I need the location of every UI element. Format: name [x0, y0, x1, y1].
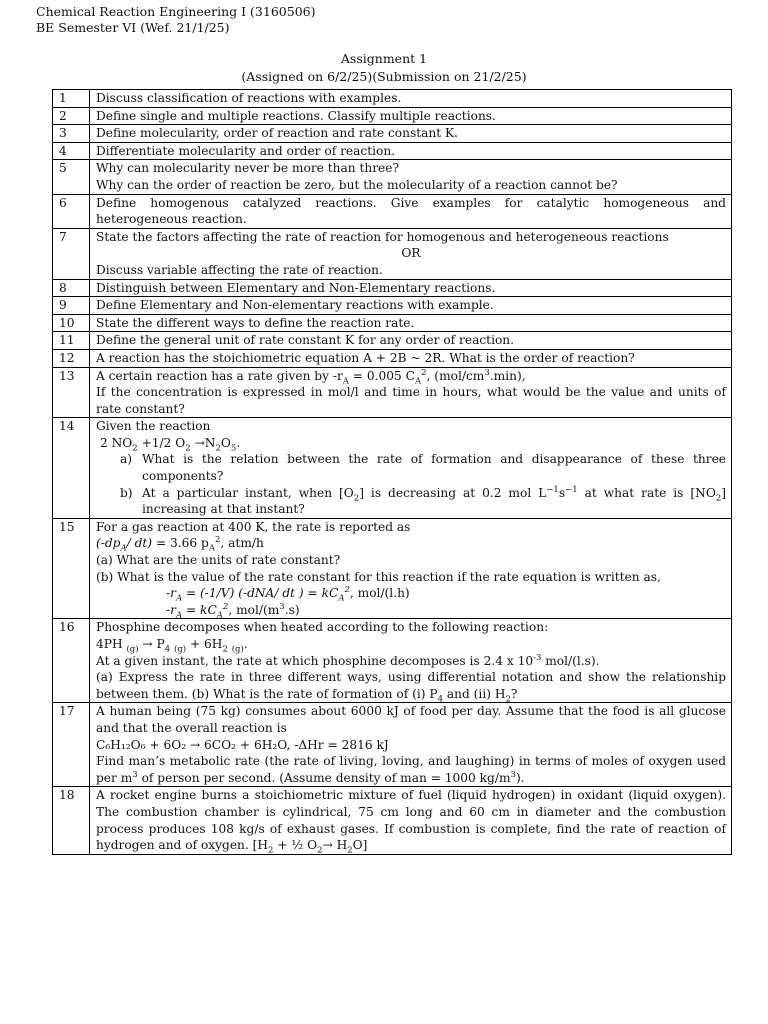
text-run: 4PH — [96, 637, 123, 651]
question-line: If the concentration is expressed in mol/l and time in hours, what would be the value and units of rate constant? — [96, 385, 726, 416]
subscript: 4 — [437, 694, 443, 705]
table-row — [53, 90, 732, 108]
or-separator: OR — [401, 246, 421, 261]
question-text: Define homogenous catalyzed reactions. Give examples for catalytic homogeneous and heterogeneous reaction. — [90, 194, 732, 228]
text-run: = 3.66 p — [152, 536, 209, 551]
question-number: 12 — [53, 349, 90, 367]
question-line: (b) What is the value of the rate constant for this reaction if the rate equation is written as, — [96, 569, 661, 584]
table-row — [53, 418, 732, 519]
text-run: mol/(l.s). — [541, 653, 600, 668]
subscript: (g) — [231, 644, 244, 655]
table-row — [53, 142, 732, 160]
question-line — [96, 753, 726, 786]
text-run: A certain reaction has a rate given by -r — [96, 368, 343, 383]
superscript: 3 — [132, 769, 138, 780]
question-line — [96, 669, 726, 705]
question-number: 10 — [53, 314, 90, 332]
question-text: Define the general unit of rate constant K for any order of reaction. — [90, 332, 732, 350]
question-text — [90, 703, 732, 787]
text-run: s — [558, 485, 566, 500]
question-number: 17 — [53, 703, 90, 787]
superscript: -3 — [533, 652, 542, 663]
text-run: = kC — [182, 602, 217, 617]
text-run: , mol/(l.h) — [349, 586, 410, 601]
question-text — [90, 787, 732, 854]
superscript: 2 — [214, 535, 221, 546]
list-label: b) — [120, 485, 133, 500]
question-line: Given the reaction — [96, 419, 211, 434]
assignment-dates: (Assigned on 6/2/25)(Submission on 21/2/25) — [241, 69, 527, 84]
question-text: Define Elementary and Non-elementary reactions with example. — [90, 297, 732, 315]
superscript: 3 — [484, 367, 490, 378]
text-run: = (-1/V) (-dNA/ dt ) = kC — [182, 586, 339, 601]
subscript: 2 — [505, 694, 511, 705]
table-row — [53, 518, 732, 619]
question-number: 2 — [53, 107, 90, 125]
table-row — [53, 367, 732, 418]
question-text — [90, 228, 732, 279]
text-run: of person per second. (Assume density of man = 1000 kg/m — [137, 770, 511, 785]
table-row — [53, 703, 732, 787]
subscript: A — [338, 593, 345, 604]
subscript: 2 — [317, 845, 323, 856]
question-text: Distinguish between Elementary and Non-Elementary reactions. — [90, 279, 732, 297]
text-run: ). — [515, 770, 525, 785]
table-row — [53, 349, 732, 367]
rate-expression — [96, 535, 726, 552]
subscript: A — [415, 375, 422, 386]
text-run: / dt) — [126, 536, 153, 551]
assignment-title: Assignment 1 — [340, 51, 428, 66]
subscript: (g) — [126, 644, 139, 655]
subscript: 4 — [164, 644, 171, 655]
table-row — [53, 332, 732, 350]
reaction-equation — [96, 435, 726, 452]
text-run: +1/2 O — [137, 435, 186, 450]
text-run: → P — [138, 637, 165, 651]
question-text: Define single and multiple reactions. Classify multiple reactions. — [90, 107, 732, 125]
question-number: 1 — [53, 90, 90, 108]
question-text: Define molecularity, order of reaction and rate constant K. — [90, 125, 732, 143]
table-row — [53, 279, 732, 297]
reaction-equation: C₆H₁₂O₆ + 6O₂ → 6CO₂ + 6H₂O, -ΔHr = 2816 kJ — [96, 737, 389, 752]
subscript: 2 — [347, 845, 353, 856]
text-run: 2 NO — [100, 435, 133, 450]
subscript: 2 — [353, 493, 360, 504]
subscript: 2 — [132, 443, 138, 454]
text-run: O — [220, 435, 231, 450]
list-label: a) — [120, 452, 133, 467]
rate-equation — [96, 585, 726, 602]
text-run: Find man’s metabolic rate (the rate of living, loving, and laughing) in terms of moles of oxygen used per m — [96, 754, 726, 785]
text-run: -r — [166, 602, 176, 617]
question-line — [96, 653, 726, 670]
list-item — [120, 451, 726, 484]
subscript: A — [175, 593, 183, 604]
question-line — [96, 368, 726, 385]
table-row — [53, 194, 732, 228]
text-run: At a particular instant, when [O — [142, 485, 354, 500]
question-line: A human being (75 kg) consumes about 6000 kJ of food per day. Assume that the food is all glucose and that the overall reaction is — [96, 704, 726, 735]
table-row — [53, 125, 732, 143]
table-row — [53, 619, 732, 703]
subscript: 2 — [185, 443, 191, 454]
question-number: 4 — [53, 142, 90, 160]
text-run: , atm/h — [220, 536, 264, 551]
question-line: State the factors affecting the rate of reaction for homogenous and heterogeneous reactions — [96, 229, 669, 244]
superscript: 2 — [421, 367, 427, 378]
text-run: What is the relation between the rate of formation and disappearance of these three components? — [142, 452, 726, 484]
subscript: A — [342, 375, 349, 386]
question-text: Discuss classification of reactions with examples. — [90, 90, 732, 108]
course-title: Chemical Reaction Engineering I (3160506) — [36, 4, 316, 19]
question-number: 6 — [53, 194, 90, 228]
document-header — [36, 4, 315, 36]
text-run: →N — [190, 435, 216, 450]
subscript: A — [175, 610, 183, 621]
question-number: 7 — [53, 228, 90, 279]
text-run: .min), — [489, 368, 526, 383]
table-row — [53, 160, 732, 194]
subscript: 2 — [268, 845, 274, 856]
question-text: State the different ways to define the reaction rate. — [90, 314, 732, 332]
question-line: (a) What are the units of rate constant? — [96, 553, 341, 568]
text-run: A rocket engine burns a stoichiometric mixture of fuel (liquid hydrogen) in oxidant (liquid oxygen). The combustion chamber is cylindrical, 75 cm long and 60 cm in diameter and the combustion process produces 108 kg/s of exhaust gases. If combustion is complete, find the rate of reaction of hydrogen and of oxygen. [H — [96, 788, 726, 853]
table-row — [53, 787, 732, 854]
subscript: A — [120, 543, 127, 554]
subscript: 5 — [230, 443, 237, 454]
text-run: ] increasing at that instant? — [142, 485, 727, 517]
question-number: 5 — [53, 160, 90, 194]
text-run: At a given instant, the rate at which phosphine decomposes is 2.4 x 10 — [96, 653, 534, 668]
superscript: 2 — [222, 601, 229, 612]
text-run: at what rate is [NO — [577, 485, 716, 500]
question-number: 3 — [53, 125, 90, 143]
rate-equation — [96, 602, 726, 619]
text-run: + 6H — [186, 637, 223, 651]
text-run: , mol/(m — [228, 602, 280, 617]
text-run: . — [243, 637, 248, 651]
text-run: (-dp — [96, 536, 121, 551]
question-number: 8 — [53, 279, 90, 297]
question-number: 11 — [53, 332, 90, 350]
reaction-equation — [96, 636, 726, 653]
text-run: = 0.005 C — [348, 368, 415, 383]
question-number: 16 — [53, 619, 90, 703]
question-text — [90, 518, 732, 619]
superscript: 3 — [279, 601, 285, 612]
subscript: (g) — [174, 644, 187, 655]
question-number: 13 — [53, 367, 90, 418]
question-number: 9 — [53, 297, 90, 315]
semester-line: BE Semester VI (Wef. 21/1/25) — [36, 20, 230, 35]
table-row — [53, 314, 732, 332]
question-number: 15 — [53, 518, 90, 619]
subscript: 2 — [222, 644, 228, 655]
question-text — [90, 160, 732, 194]
table-row — [53, 107, 732, 125]
superscript: 3 — [510, 769, 516, 780]
sub-question-list — [96, 451, 726, 517]
text-run: ] is decreasing at 0.2 mol L — [359, 485, 547, 500]
assignment-heading — [0, 50, 768, 86]
text-run: + ½ O — [273, 838, 318, 853]
table-row — [53, 228, 732, 279]
subscript: 2 — [215, 443, 221, 454]
subscript: 2 — [715, 493, 722, 504]
question-line: Phosphine decomposes when heated according to the following reaction: — [96, 620, 549, 635]
question-text: Differentiate molecularity and order of reaction. — [90, 142, 732, 160]
superscript: −1 — [546, 484, 559, 495]
list-item — [120, 484, 727, 518]
table-row — [53, 297, 732, 315]
question-table — [52, 89, 732, 855]
text-run: and (ii) H — [443, 686, 506, 701]
question-number: 14 — [53, 418, 90, 519]
question-line: Why can molecularity never be more than three? — [96, 161, 399, 176]
superscript: 2 — [344, 585, 350, 596]
question-text — [90, 418, 732, 519]
subscript: A — [208, 543, 215, 554]
question-line: Why can the order of reaction be zero, but the molecularity of a reaction cannot be? — [96, 177, 618, 192]
text-run: ? — [510, 686, 518, 701]
question-line: Discuss variable affecting the rate of reaction. — [96, 262, 383, 277]
text-run: , (mol/cm — [426, 368, 485, 383]
text-run: (a) Express the rate in three different ways, using differential notation and show the relationship between them. (b) What is the rate of formation of (i) P — [96, 670, 726, 701]
question-text — [90, 367, 732, 418]
subscript: A — [216, 610, 223, 621]
text-run: . — [236, 435, 241, 450]
text-run: → H — [322, 838, 348, 853]
text-run: -r — [166, 586, 176, 601]
text-run: O] — [352, 838, 368, 853]
question-line: For a gas reaction at 400 K, the rate is reported as — [96, 519, 411, 534]
superscript: −1 — [565, 484, 578, 495]
question-number: 18 — [53, 787, 90, 854]
question-text: A reaction has the stoichiometric equation A + 2B ~ 2R. What is the order of reaction? — [90, 349, 732, 367]
text-run: .s) — [284, 602, 300, 617]
question-text — [90, 619, 732, 703]
